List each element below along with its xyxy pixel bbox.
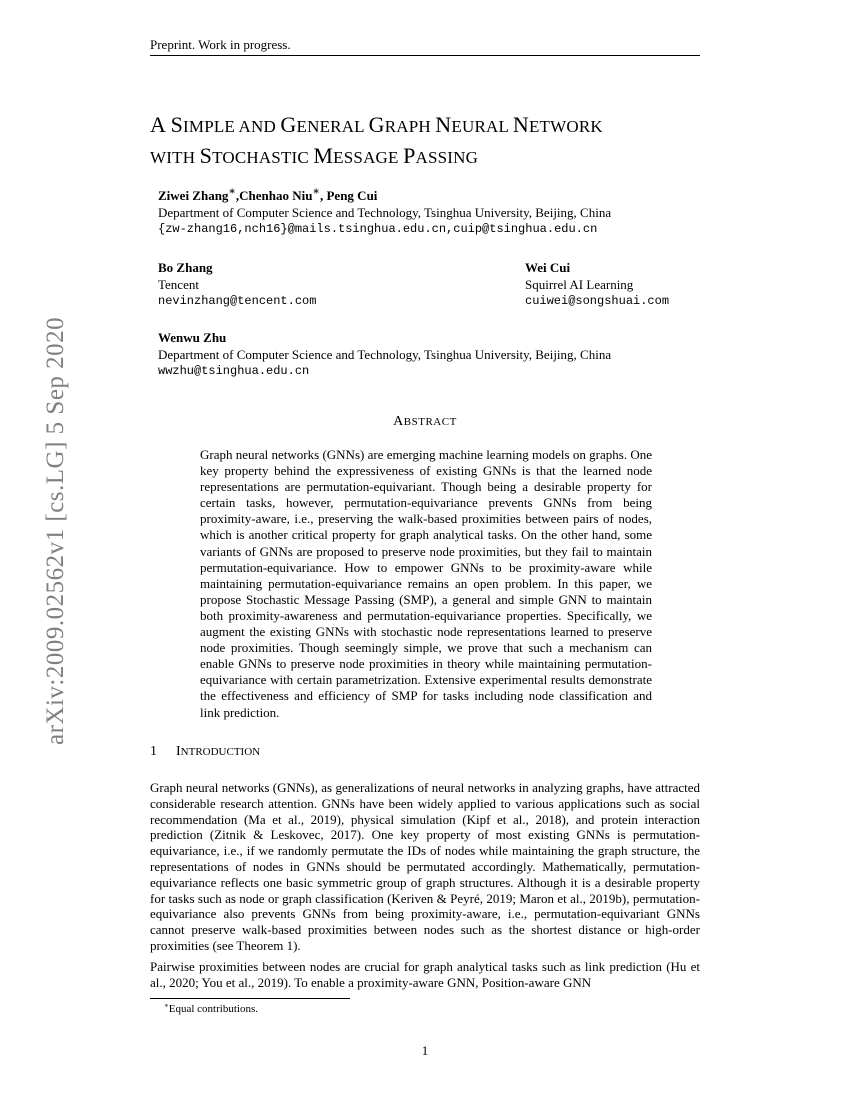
footnote-rule	[150, 998, 350, 999]
author-affiliation: Squirrel AI Learning	[525, 277, 634, 292]
author-name: Wenwu Zhu	[158, 330, 227, 345]
author-block-1	[158, 187, 611, 238]
header-rule	[150, 55, 700, 56]
author-affiliation: Department of Computer Science and Technology, Tsinghua University, Beijing, China	[158, 205, 612, 220]
intro-paragraph-2: Pairwise proximities between nodes are crucial for graph analytical tasks such as link prediction (Hu et al., 2020; You et al., 2019). To enable a proximity-aware GNN, Position-aware GNN	[150, 959, 700, 990]
abstract-text: Graph neural networks (GNNs) are emerging machine learning models on graphs. One key property behind the expressiveness of existing GNNs is that the learned node representations are permutation-equivariant. Though being a desirable property for certain tasks, however, permutation-equivariance prevents GNNs from being proximity-aware, i.e., preserving the walk-based proximities between pairs of nodes, which is another critical property for graph analytical tasks. On the other hand, some variants of GNNs are proposed to preserve node proximities, but they fail to maintain permutation-equivariance. How to empower GNNs to be proximity-aware while maintaining permutation-equivariance remains an open problem. In this paper, we propose Stochastic Message Passing (SMP), a general and simple GNN to maintain both proximity-awareness and permutation-equivariance properties. Specifically, we augment the existing GNNs with stochastic node representations learned to preserve node proximities. Though seemingly simple, we prove that such a mechanism can enable GNNs to preserve node proximities in theory while maintaining permutation-equivariance with certain parametrization. Extensive experimental results demonstrate the effectiveness and efficiency of SMP for tasks including node classification and link prediction.	[200, 447, 652, 720]
author-email: wwzhu@tsinghua.edu.cn	[158, 364, 310, 378]
author-block-4	[158, 329, 611, 380]
arxiv-stamp: arXiv:2009.02562v1 [cs.LG] 5 Sep 2020	[42, 316, 69, 745]
author-block-3	[525, 259, 669, 310]
intro-paragraph-1: Graph neural networks (GNNs), as generalizations of neural networks in analyzing graphs, have attracted considerable research attention. GNNs have been widely applied to various applications such as social recommendation (Ma et al., 2019), physical simulation (Kipf et al., 2018), and protein interaction prediction (Zitnik & Leskovec, 2017). One key property of most existing GNNs is permutation-equivariance, i.e., if we randomly permutate the IDs of nodes while maintaining the graph structure, the representations of nodes in GNNs should be permutated accordingly. Mathematically, permutation-equivariance reflects one basic symmetric group of graph structures. Although it is a desirable property for tasks such as node or graph classification (Keriven & Peyré, 2019; Maron et al., 2019b), permutation-equivariance also prevents GNNs from being proximity-aware, i.e., permutation-equivariant GNNs cannot preserve walk-based proximities between nodes such as the shortest distance or high-order proximities (see Theorem 1).	[150, 780, 700, 953]
title-line-1: A SIMPLE AND GENERAL GRAPH NEURAL NETWORK	[150, 112, 603, 137]
author-affiliation: Department of Computer Science and Technology, Tsinghua University, Beijing, China	[158, 347, 612, 362]
author-email: {zw-zhang16,nch16}@mails.tsinghua.edu.cn,cuip@tsinghua.edu.cn	[158, 222, 598, 236]
author-block-2	[158, 259, 316, 310]
abstract-heading: ABSTRACT	[393, 414, 457, 429]
author-affiliation: Tencent	[158, 277, 199, 292]
author-names: Ziwei Zhang∗,Chenhao Niu∗, Peng Cui	[158, 185, 378, 203]
author-name: Wei Cui	[525, 260, 571, 275]
page-number: 1	[421, 1043, 429, 1058]
author-name: Bo Zhang	[158, 260, 213, 275]
running-head: Preprint. Work in progress.	[150, 37, 291, 52]
author-email: cuiwei@songshuai.com	[525, 294, 670, 308]
title-line-2: WITH STOCHASTIC MESSAGE PASSING	[150, 143, 479, 168]
paper-title	[150, 110, 720, 172]
footnote: ∗Equal contributions.	[164, 1001, 258, 1015]
section-heading: 1 INTRODUCTION	[150, 744, 261, 759]
author-email: nevinzhang@tencent.com	[158, 294, 317, 308]
